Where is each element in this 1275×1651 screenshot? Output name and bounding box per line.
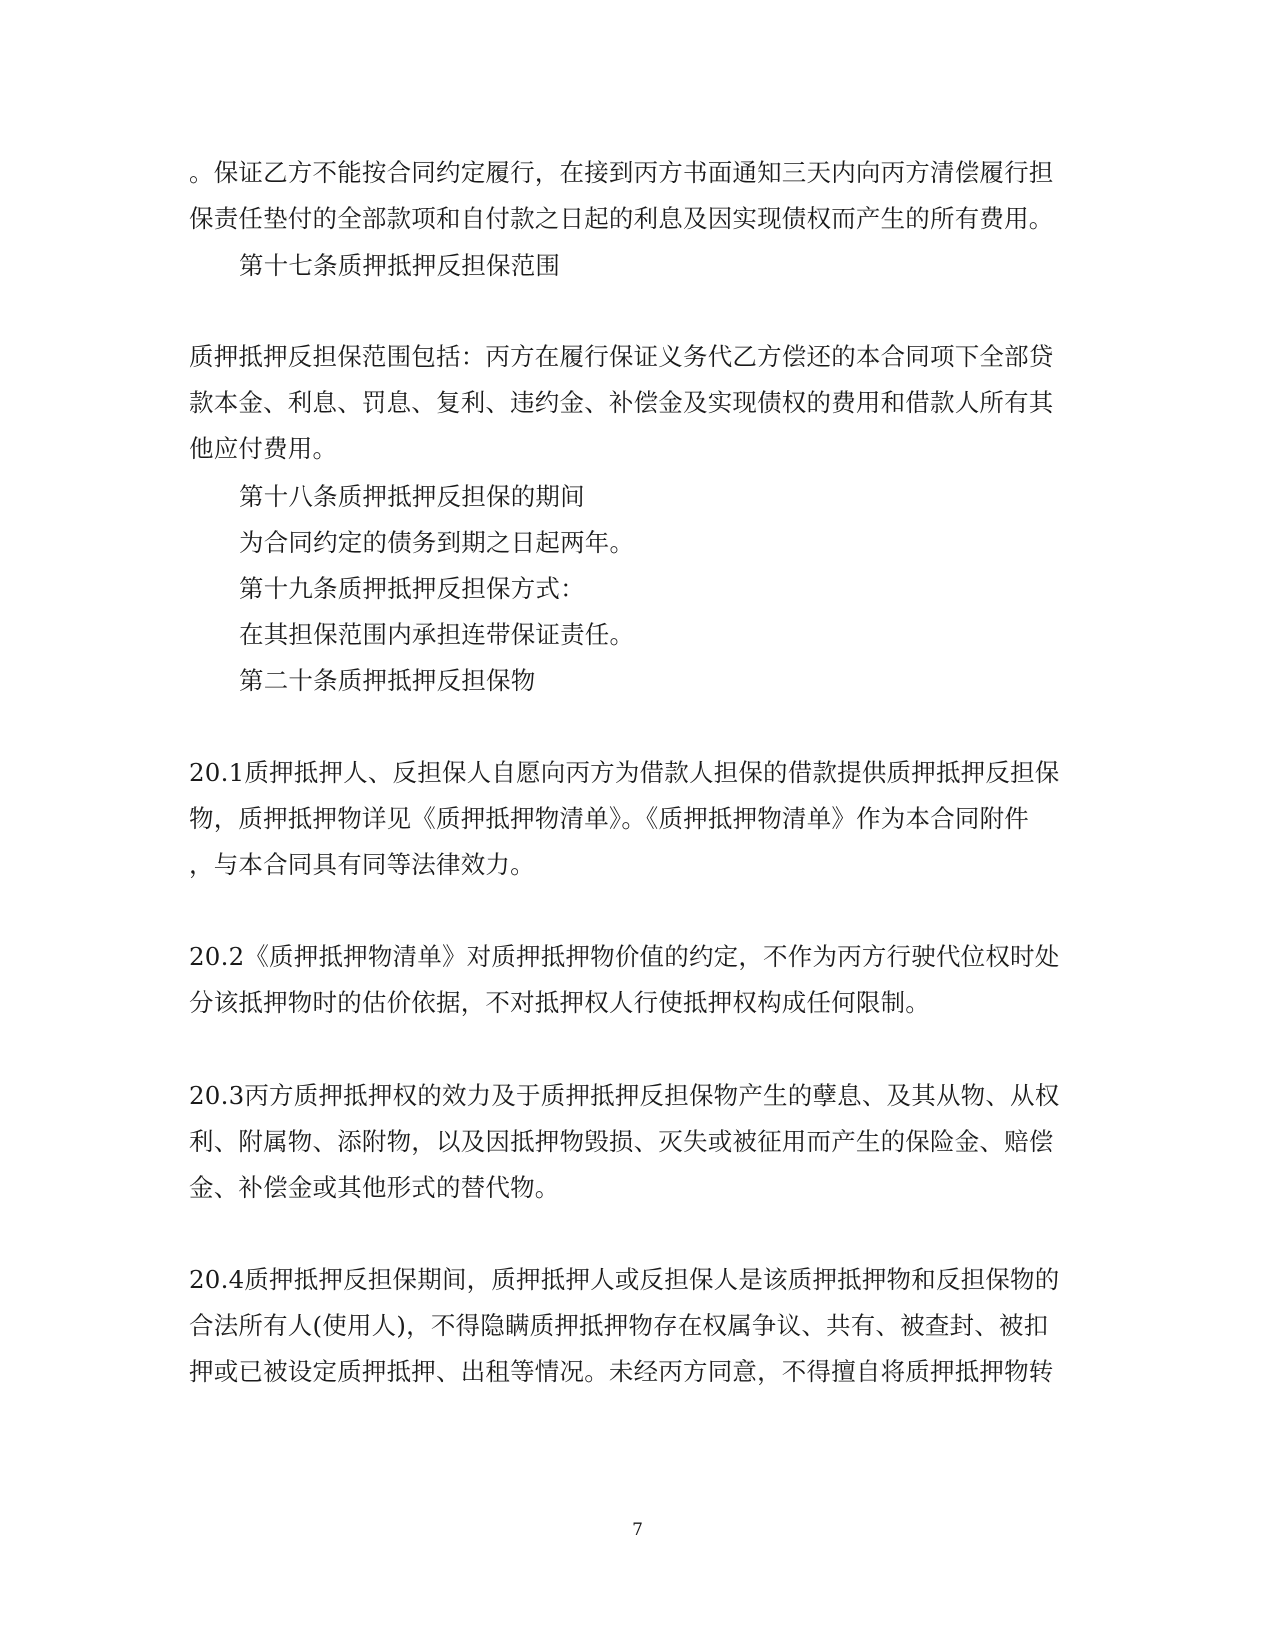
article-heading: 第十七条质押抵押反担保范围 [239, 251, 561, 280]
text-line: 为合同约定的债务到期之日起两年。 [239, 528, 635, 557]
text-line: 物，质押抵押物详见《质押抵押物清单》。《质押抵押物清单》作为本合同附件 [189, 804, 1029, 833]
article-heading: 第二十条质押抵押反担保物 [239, 666, 536, 695]
text-line: 保责任垫付的全部款项和自付款之日起的利息及因实现债权而产生的所有费用。 [189, 204, 1054, 233]
text-line: 合法所有人(使用人)，不得隐瞒质押抵押物存在权属争议、共有、被查封、被扣 [189, 1311, 1049, 1340]
text-line: 利、附属物、添附物，以及因抵押物毁损、灭失或被征用而产生的保险金、赔偿 [189, 1127, 1054, 1156]
text-line: 他应付费用。 [189, 434, 338, 463]
text-line: 款本金、利息、罚息、复利、违约金、补偿金及实现债权的费用和借款人所有其 [189, 388, 1054, 417]
page-number: 7 [632, 1520, 643, 1540]
text-line: 在其担保范围内承担连带保证责任。 [239, 620, 635, 649]
text-line: 20.1质押抵押人、反担保人自愿向丙方为借款人担保的借款提供质押抵押反担保 [189, 758, 1060, 787]
text-line: 金、补偿金或其他形式的替代物。 [189, 1173, 560, 1202]
text-line: 。保证乙方不能按合同约定履行，在接到丙方书面通知三天内向丙方清偿履行担 [189, 158, 1054, 187]
text-line: 20.2《质押抵押物清单》对质押抵押物价值的约定，不作为丙方行驶代位权时处 [189, 942, 1060, 971]
text-line: 押或已被设定质押抵押、出租等情况。未经丙方同意，不得擅自将质押抵押物转 [189, 1357, 1054, 1386]
article-heading: 第十八条质押抵押反担保的期间 [239, 482, 585, 511]
text-line: 分该抵押物时的估价依据，不对抵押权人行使抵押权构成任何限制。 [189, 988, 930, 1017]
text-line: 20.4质押抵押反担保期间，质押抵押人或反担保人是该质押抵押物和反担保物的 [189, 1265, 1060, 1294]
text-line: 20.3丙方质押抵押权的效力及于质押抵押反担保物产生的孽息、及其从物、从权 [189, 1081, 1060, 1110]
text-line: ，与本合同具有同等法律效力。 [189, 850, 535, 879]
text-line: 质押抵押反担保范围包括：丙方在履行保证义务代乙方偿还的本合同项下全部贷 [189, 342, 1054, 371]
article-heading: 第十九条质押抵押反担保方式： [239, 574, 585, 603]
